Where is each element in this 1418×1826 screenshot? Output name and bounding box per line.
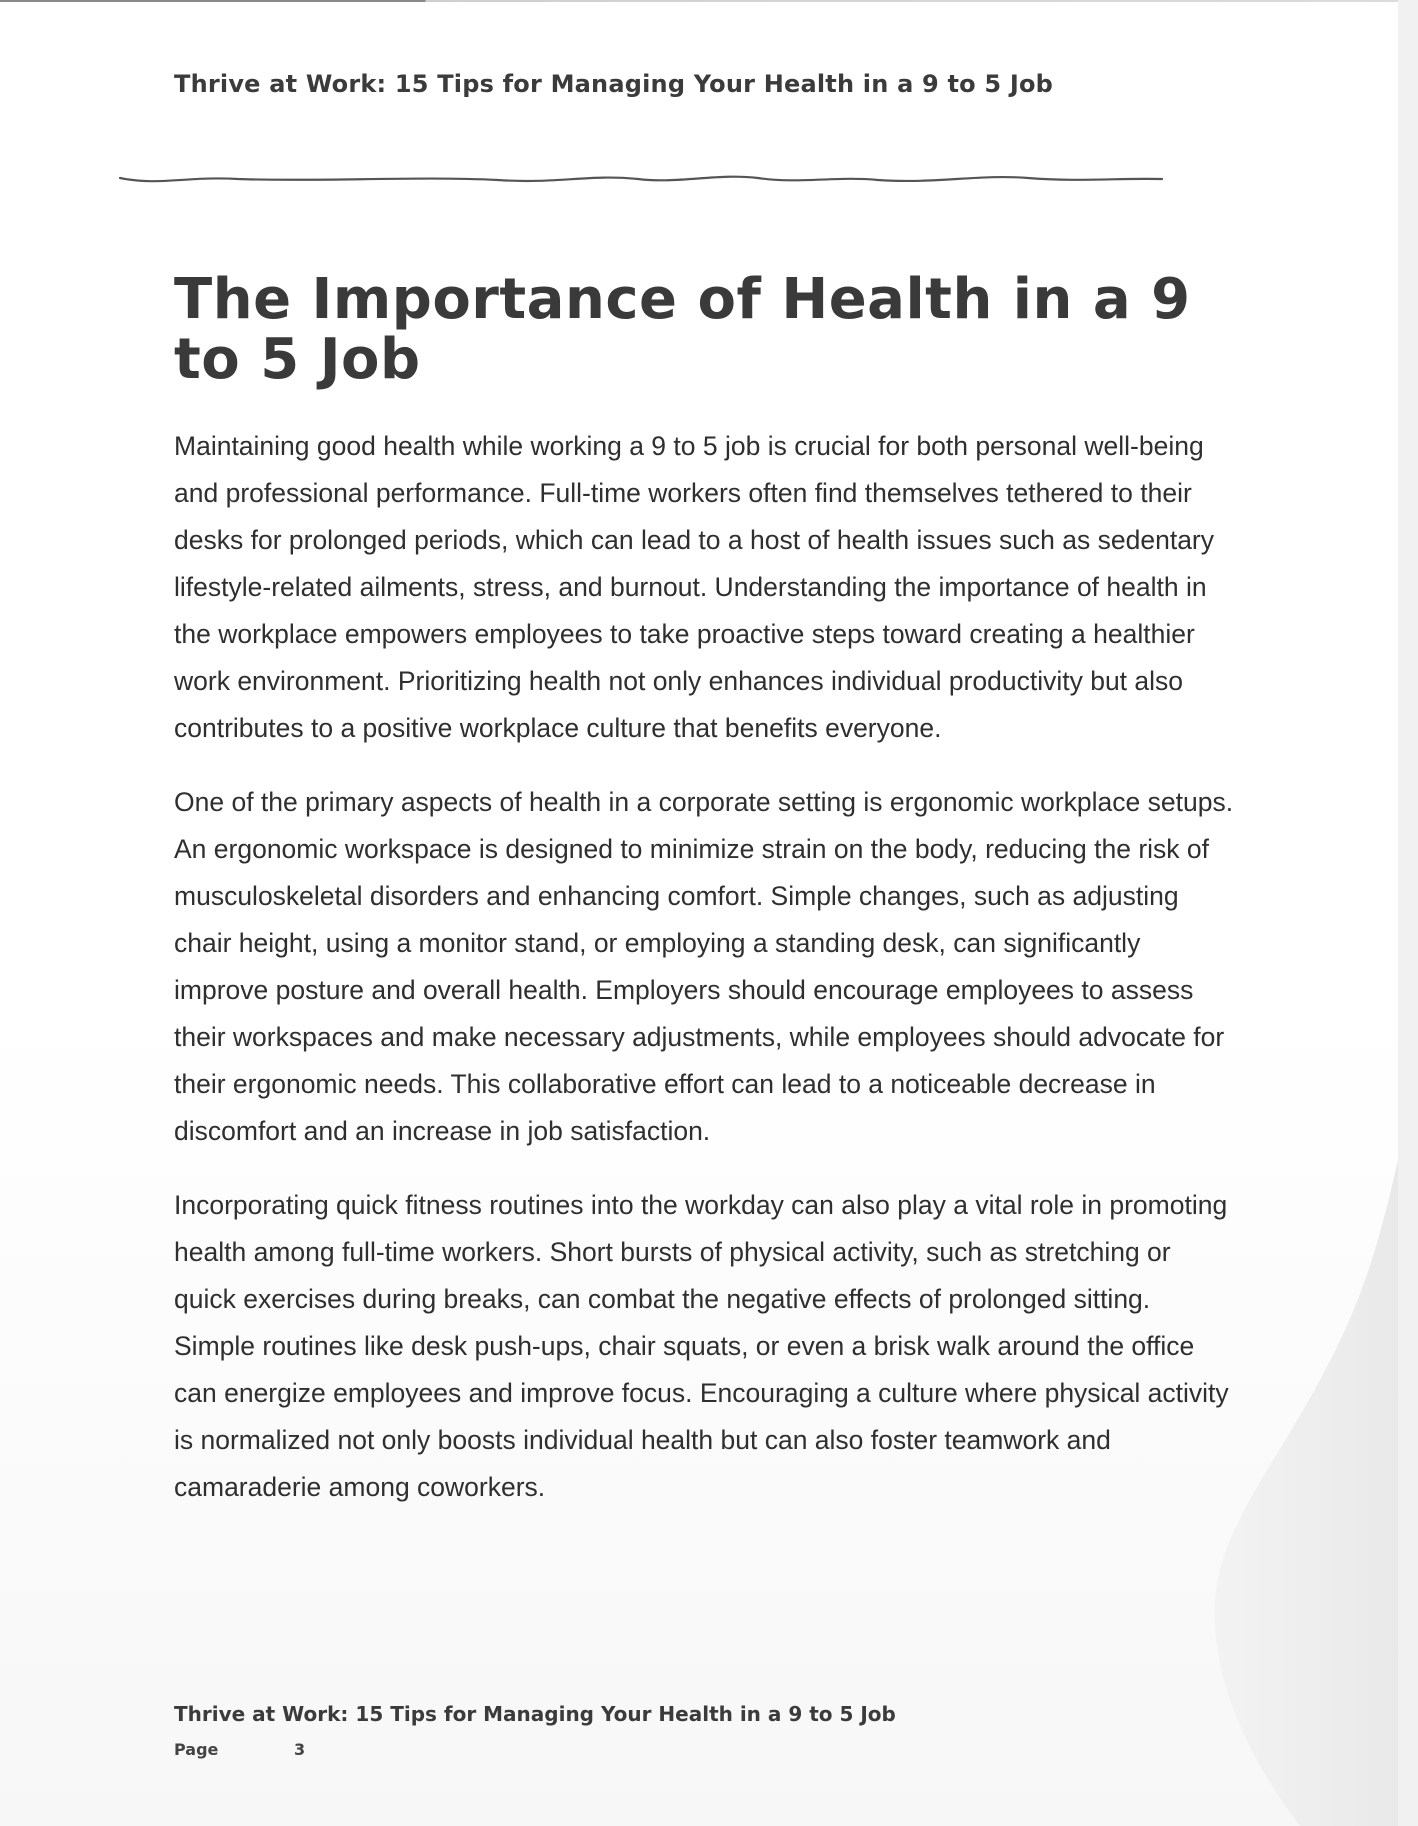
body-paragraph-3: Incorporating quick fitness routines into the workday can also play a vital role in promoting health among full-time workers. Short bursts of physical activity, such as stretching or quick exercises during breaks, can combat the negative effects of prolonged sitting. Simple routines like desk push-ups, chair squats, or even a brisk walk around the office can energize employees and improve focus. Encouraging a culture where physical activity is normalized not only boosts individual health but can also foster teamwork and camaraderie among coworkers.	[174, 1190, 1229, 1502]
body-paragraph-1: Maintaining good health while working a 9 to 5 job is crucial for both personal well-being and professional performance. Full-time workers often find themselves tethered to their desks for prolonged periods, which can lead to a host of health issues such as sedentary lifestyle-related ailments, stress, and burnout. Understanding the importance of health in the workplace empowers employees to take proactive steps toward creating a healthier work environment. Prioritizing health not only enhances individual productivity but also contributes to a positive workplace culture that benefits everyone.	[174, 431, 1215, 743]
running-header-title: Thrive at Work: 15 Tips for Managing Your Health in a 9 to 5 Job	[174, 70, 1054, 98]
page-title: The Importance of Health in a 9 to 5 Job	[174, 267, 1191, 392]
right-page-strip	[1398, 0, 1418, 1826]
footer-page-info	[174, 1740, 305, 1759]
footer-title: Thrive at Work: 15 Tips for Managing Your Health in a 9 to 5 Job	[174, 1702, 896, 1726]
header-wavy-rule	[118, 164, 1164, 194]
footer-page-label: Page	[174, 1740, 219, 1759]
footer-page-number: 3	[293, 1740, 306, 1759]
body-paragraph-2: One of the primary aspects of health in a corporate setting is ergonomic workplace setups. An ergonomic workspace is designed to minimize strain on the body, reducing the risk of musculoskeletal disorders and enhancing comfort. Simple changes, such as adjusting chair height, using a monitor stand, or employing a standing desk, can significantly improve posture and overall health. Employers should encourage employees to assess their workspaces and make necessary adjustments, while employees should advocate for their ergonomic needs. This collaborative effort can lead to a noticeable decrease in discomfort and an increase in job satisfaction.	[174, 787, 1234, 1146]
main-content	[174, 267, 1234, 1511]
